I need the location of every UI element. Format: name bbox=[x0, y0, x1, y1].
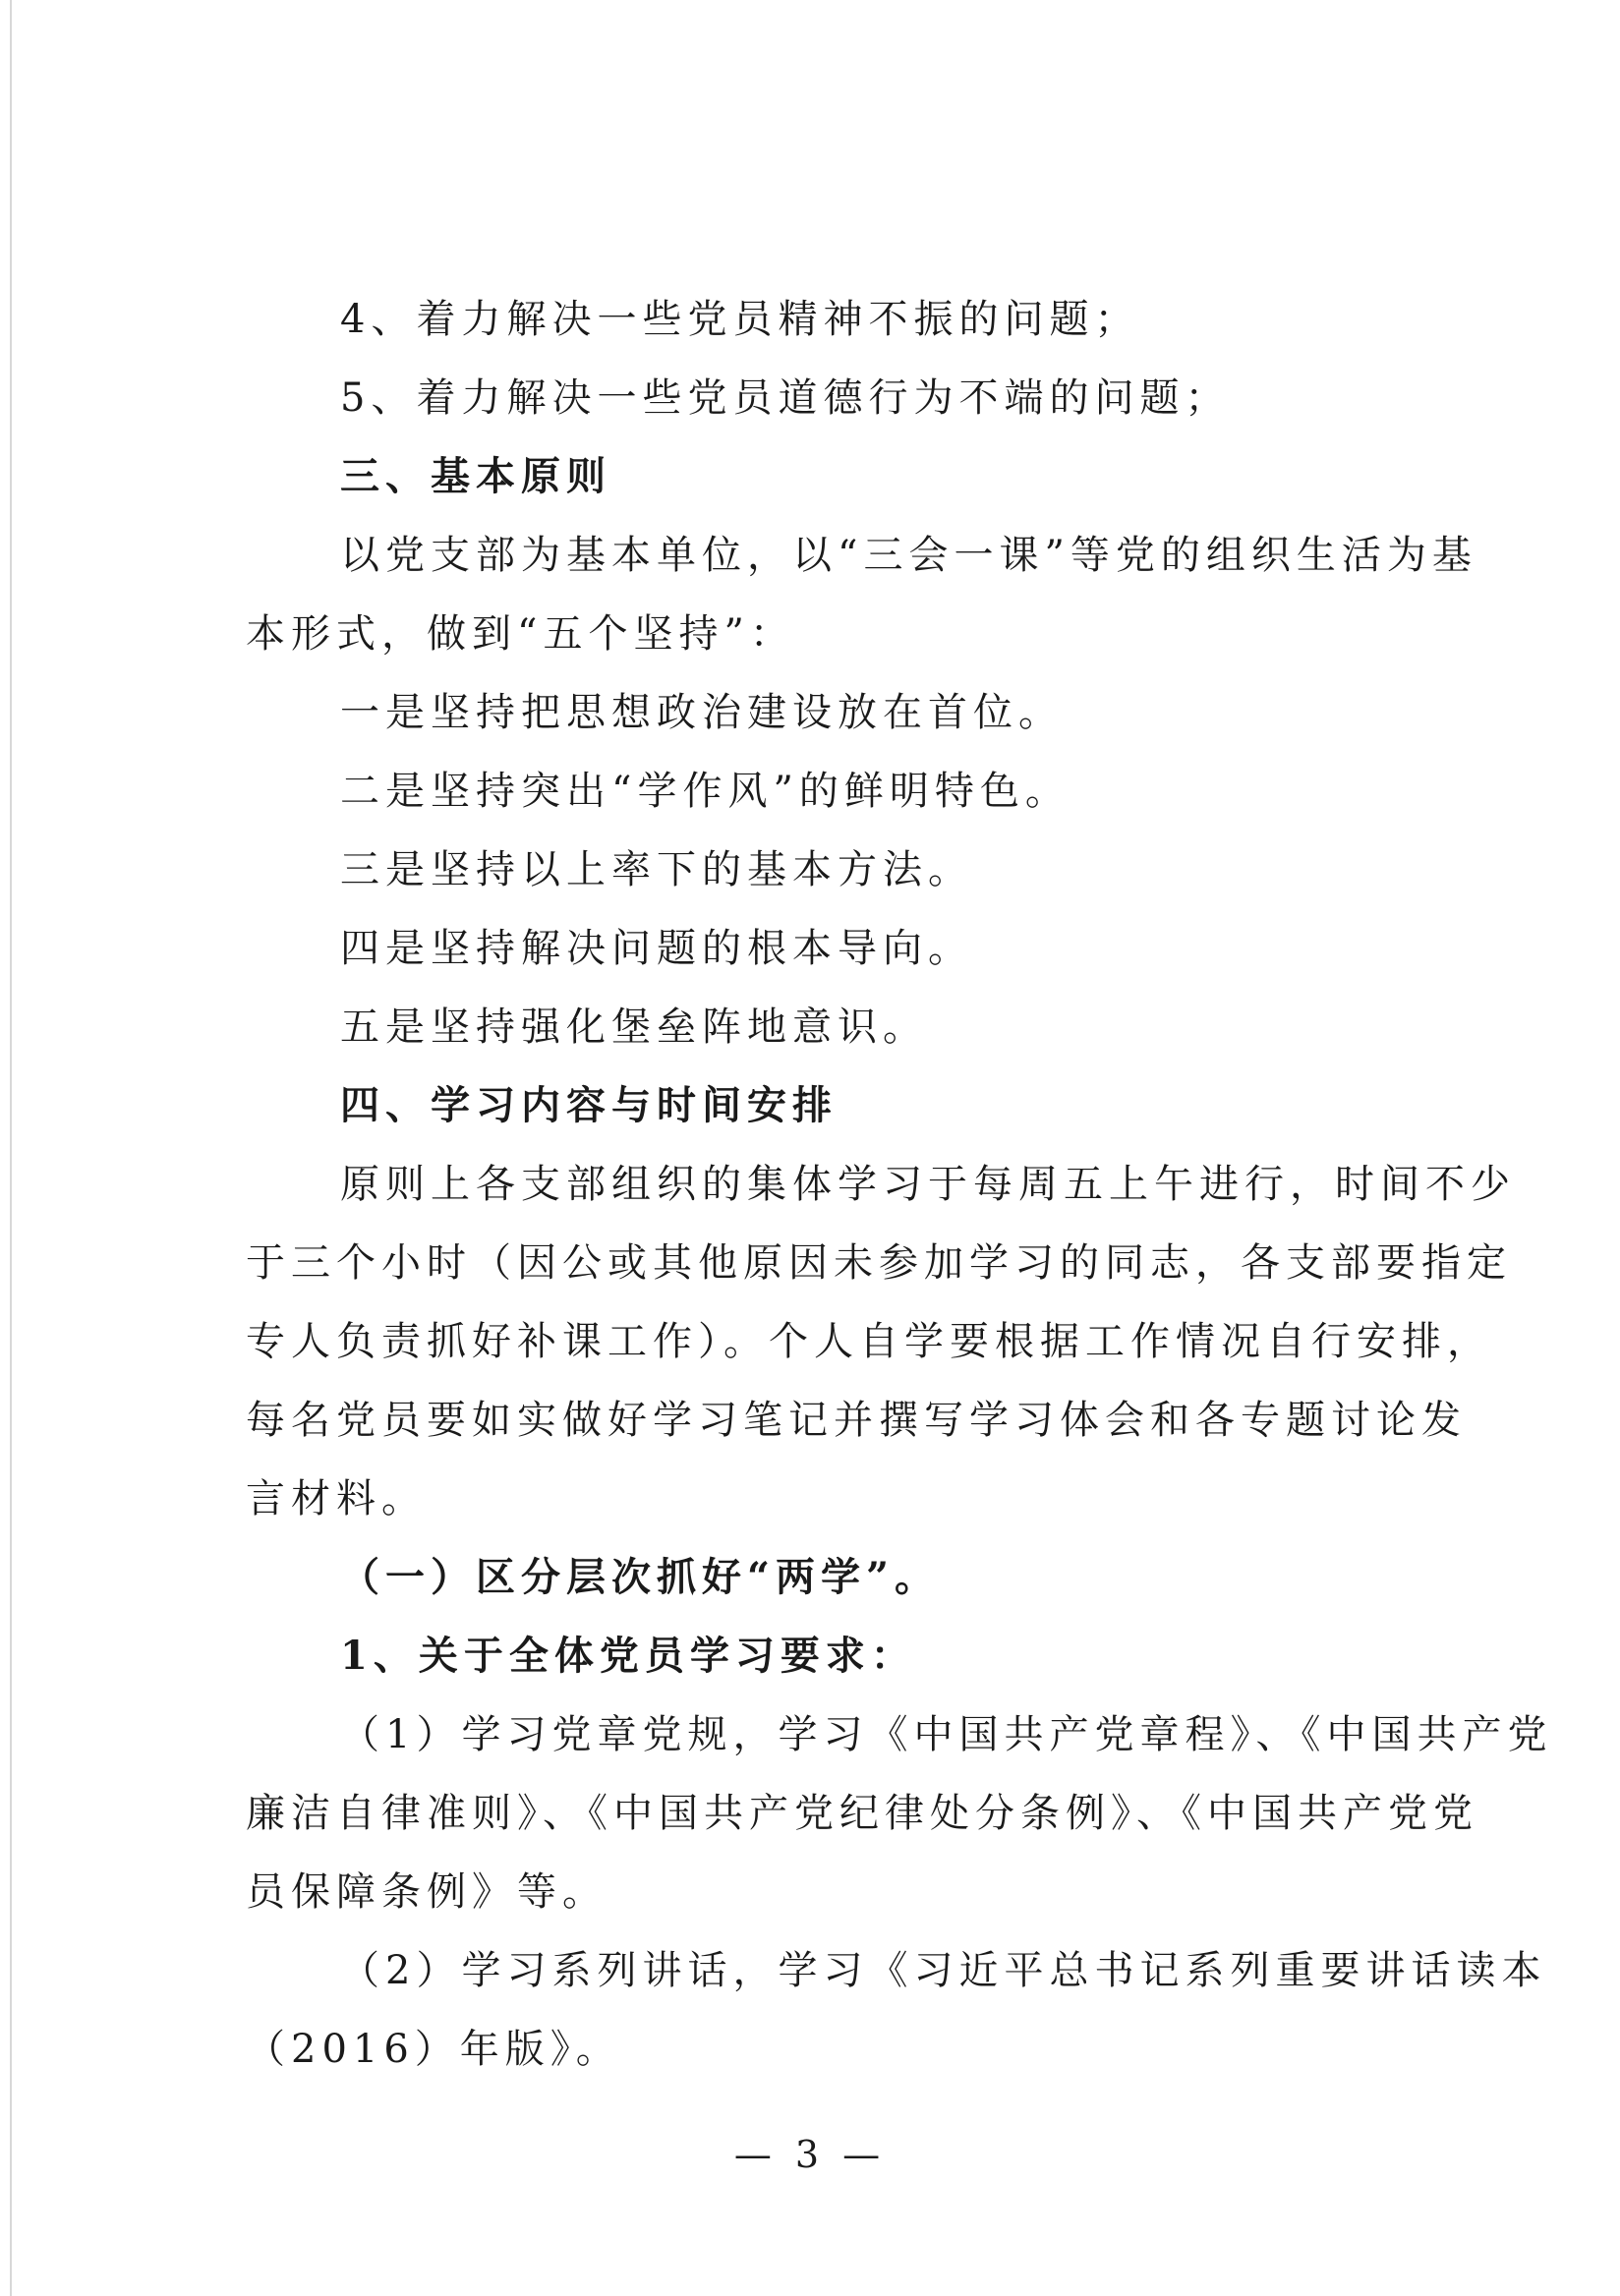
principle-item-3: 三是坚持以上率下的基本方法。 bbox=[340, 847, 973, 892]
text-line-23: （2016）年版》。 bbox=[246, 2027, 621, 2072]
principle-item-4: 四是坚持解决问题的根本导向。 bbox=[340, 926, 973, 971]
page-number: — 3 — bbox=[733, 2133, 887, 2176]
text-line-4: 以党支部为基本单位，以“三会一课”等党的组织生活为基 bbox=[340, 533, 1477, 578]
text-line-15: 每名党员要如实做好学习笔记并撰写学习体会和各专题讨论发 bbox=[246, 1398, 1467, 1443]
text-line-1: 4、着力解决一些党员精神不振的问题； bbox=[340, 297, 1140, 342]
text-line-14: 专人负责抓好补课工作）。个人自学要根据工作情况自行安排， bbox=[246, 1319, 1492, 1364]
text-line-12: 原则上各支部组织的集体学习于每周五上午进行，时间不少 bbox=[340, 1162, 1516, 1207]
document-body bbox=[246, 280, 1553, 2089]
text-line-13: 于三个小时（因公或其他原因未参加学习的同志，各支部要指定 bbox=[246, 1240, 1512, 1286]
text-line-16: 言材料。 bbox=[246, 1476, 427, 1521]
text-line-20: 廉洁自律准则》、《中国共产党纪律处分条例》、《中国共产党党 bbox=[246, 1791, 1478, 1836]
principle-item-1: 一是坚持把思想政治建设放在首位。 bbox=[340, 690, 1064, 735]
principle-item-5: 五是坚持强化堡垒阵地意识。 bbox=[340, 1004, 928, 1050]
section-heading-study-schedule: 四、学习内容与时间安排 bbox=[340, 1082, 838, 1128]
section-heading-basic-principles: 三、基本原则 bbox=[340, 453, 611, 499]
text-line-19: （1）学习党章党规，学习《中国共产党章程》、《中国共产党 bbox=[340, 1712, 1553, 1757]
text-line-5: 本形式，做到“五个坚持”： bbox=[246, 611, 795, 657]
subsection-heading-all-members: 1、关于全体党员学习要求： bbox=[340, 1633, 916, 1679]
page-edge bbox=[10, 0, 12, 2296]
principle-item-2: 二是坚持突出“学作风”的鲜明特色。 bbox=[340, 769, 1070, 814]
text-line-21: 员保障条例》等。 bbox=[246, 1869, 608, 1915]
text-line-22: （2）学习系列讲话，学习《习近平总书记系列重要讲话读本 bbox=[340, 1948, 1547, 1993]
subsection-heading-two-studies: （一）区分层次抓好“两学”。 bbox=[340, 1554, 941, 1600]
text-line-2: 5、着力解决一些党员道德行为不端的问题； bbox=[340, 375, 1231, 421]
